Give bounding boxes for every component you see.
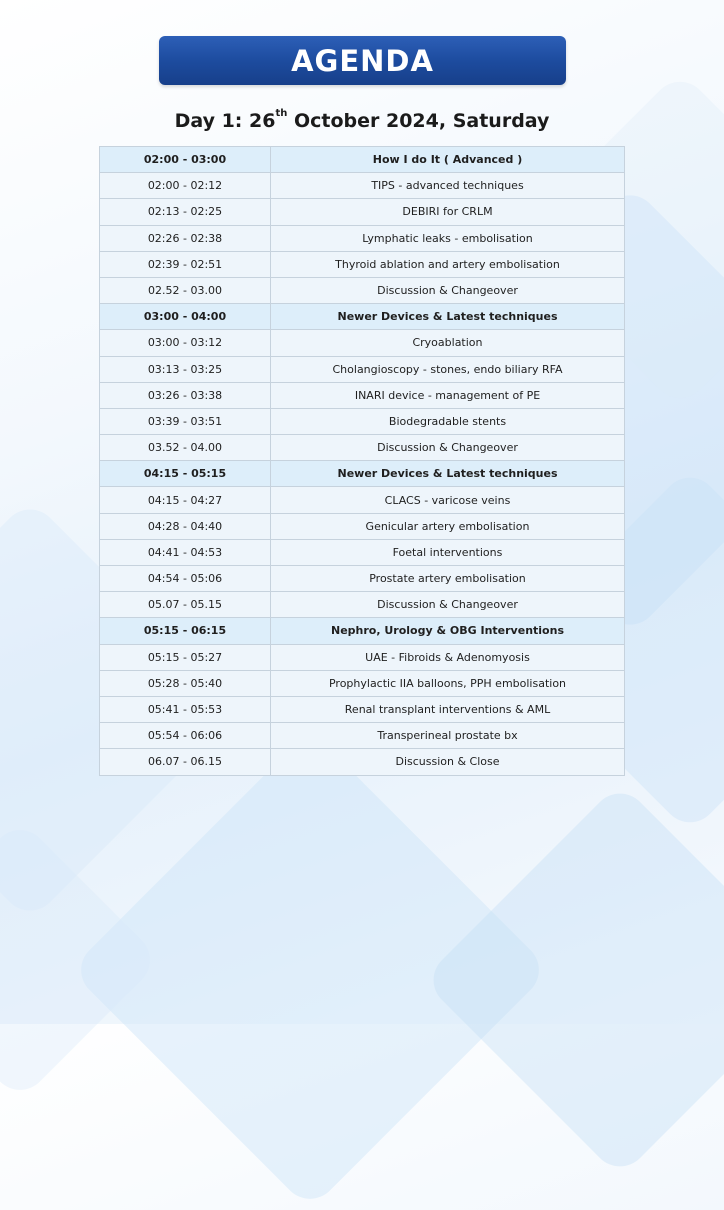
session-title: Transperineal prostate bx (271, 723, 625, 749)
session-row (100, 539, 625, 565)
session-title: Newer Devices & Latest techniques (271, 304, 625, 330)
session-header-row (100, 147, 625, 173)
banner-title: AGENDA (291, 43, 434, 78)
session-time: 03:39 - 03:51 (100, 408, 271, 434)
session-row (100, 408, 625, 434)
session-title: Discussion & Changeover (271, 435, 625, 461)
session-time: 04:15 - 05:15 (100, 461, 271, 487)
session-time: 02:00 - 03:00 (100, 147, 271, 173)
session-title: Newer Devices & Latest techniques (271, 461, 625, 487)
session-title: How I do It ( Advanced ) (271, 147, 625, 173)
session-title: Biodegradable stents (271, 408, 625, 434)
session-row (100, 330, 625, 356)
session-title: Prostate artery embolisation (271, 566, 625, 592)
session-title: Nephro, Urology & OBG Interventions (271, 618, 625, 644)
session-time: 03:00 - 03:12 (100, 330, 271, 356)
session-header-row (100, 618, 625, 644)
session-row (100, 251, 625, 277)
session-title: Cryoablation (271, 330, 625, 356)
session-row (100, 435, 625, 461)
session-time: 02:00 - 02:12 (100, 173, 271, 199)
session-time: 05.07 - 05.15 (100, 592, 271, 618)
session-time: 03:13 - 03:25 (100, 356, 271, 382)
session-row (100, 199, 625, 225)
day-heading-prefix: Day 1: 26 (174, 110, 276, 132)
session-title: Prophylactic IIA balloons, PPH embolisation (271, 670, 625, 696)
session-time: 02:13 - 02:25 (100, 199, 271, 225)
agenda-table (99, 146, 625, 776)
session-header-row (100, 461, 625, 487)
session-title: Discussion & Changeover (271, 277, 625, 303)
session-time: 06.07 - 06.15 (100, 749, 271, 775)
session-title: Thyroid ablation and artery embolisation (271, 251, 625, 277)
session-row (100, 670, 625, 696)
session-time: 03:00 - 04:00 (100, 304, 271, 330)
session-time: 05:15 - 05:27 (100, 644, 271, 670)
session-title: UAE - Fibroids & Adenomyosis (271, 644, 625, 670)
session-row (100, 487, 625, 513)
session-row (100, 592, 625, 618)
day-heading (0, 110, 724, 132)
day-heading-ordinal: th (275, 108, 288, 119)
session-row (100, 382, 625, 408)
background-diamond (0, 819, 161, 1102)
background-diamond (70, 730, 551, 1210)
session-row (100, 696, 625, 722)
session-time: 02:26 - 02:38 (100, 225, 271, 251)
agenda-table-body (100, 147, 625, 776)
session-title: Genicular artery embolisation (271, 513, 625, 539)
session-time: 04:54 - 05:06 (100, 566, 271, 592)
session-title: Cholangioscopy - stones, endo biliary RFA (271, 356, 625, 382)
session-row (100, 225, 625, 251)
session-title: CLACS - varicose veins (271, 487, 625, 513)
session-row (100, 749, 625, 775)
session-time: 05:15 - 06:15 (100, 618, 271, 644)
session-row (100, 173, 625, 199)
session-title: Discussion & Changeover (271, 592, 625, 618)
session-row (100, 723, 625, 749)
session-title: TIPS - advanced techniques (271, 173, 625, 199)
session-header-row (100, 304, 625, 330)
session-title: Foetal interventions (271, 539, 625, 565)
session-time: 04:28 - 04:40 (100, 513, 271, 539)
session-row (100, 356, 625, 382)
session-time: 03.52 - 04.00 (100, 435, 271, 461)
session-title: INARI device - management of PE (271, 382, 625, 408)
session-time: 05:28 - 05:40 (100, 670, 271, 696)
session-time: 02:39 - 02:51 (100, 251, 271, 277)
session-time: 04:15 - 04:27 (100, 487, 271, 513)
session-row (100, 566, 625, 592)
session-time: 05:54 - 06:06 (100, 723, 271, 749)
session-title: Lymphatic leaks - embolisation (271, 225, 625, 251)
agenda-banner (159, 36, 566, 85)
session-row (100, 513, 625, 539)
session-time: 03:26 - 03:38 (100, 382, 271, 408)
session-time: 02.52 - 03.00 (100, 277, 271, 303)
day-heading-rest: October 2024, Saturday (287, 110, 550, 132)
session-row (100, 277, 625, 303)
session-title: Renal transplant interventions & AML (271, 696, 625, 722)
session-row (100, 644, 625, 670)
background-diamond (422, 782, 724, 1178)
session-time: 05:41 - 05:53 (100, 696, 271, 722)
session-time: 04:41 - 04:53 (100, 539, 271, 565)
session-title: Discussion & Close (271, 749, 625, 775)
session-title: DEBIRI for CRLM (271, 199, 625, 225)
